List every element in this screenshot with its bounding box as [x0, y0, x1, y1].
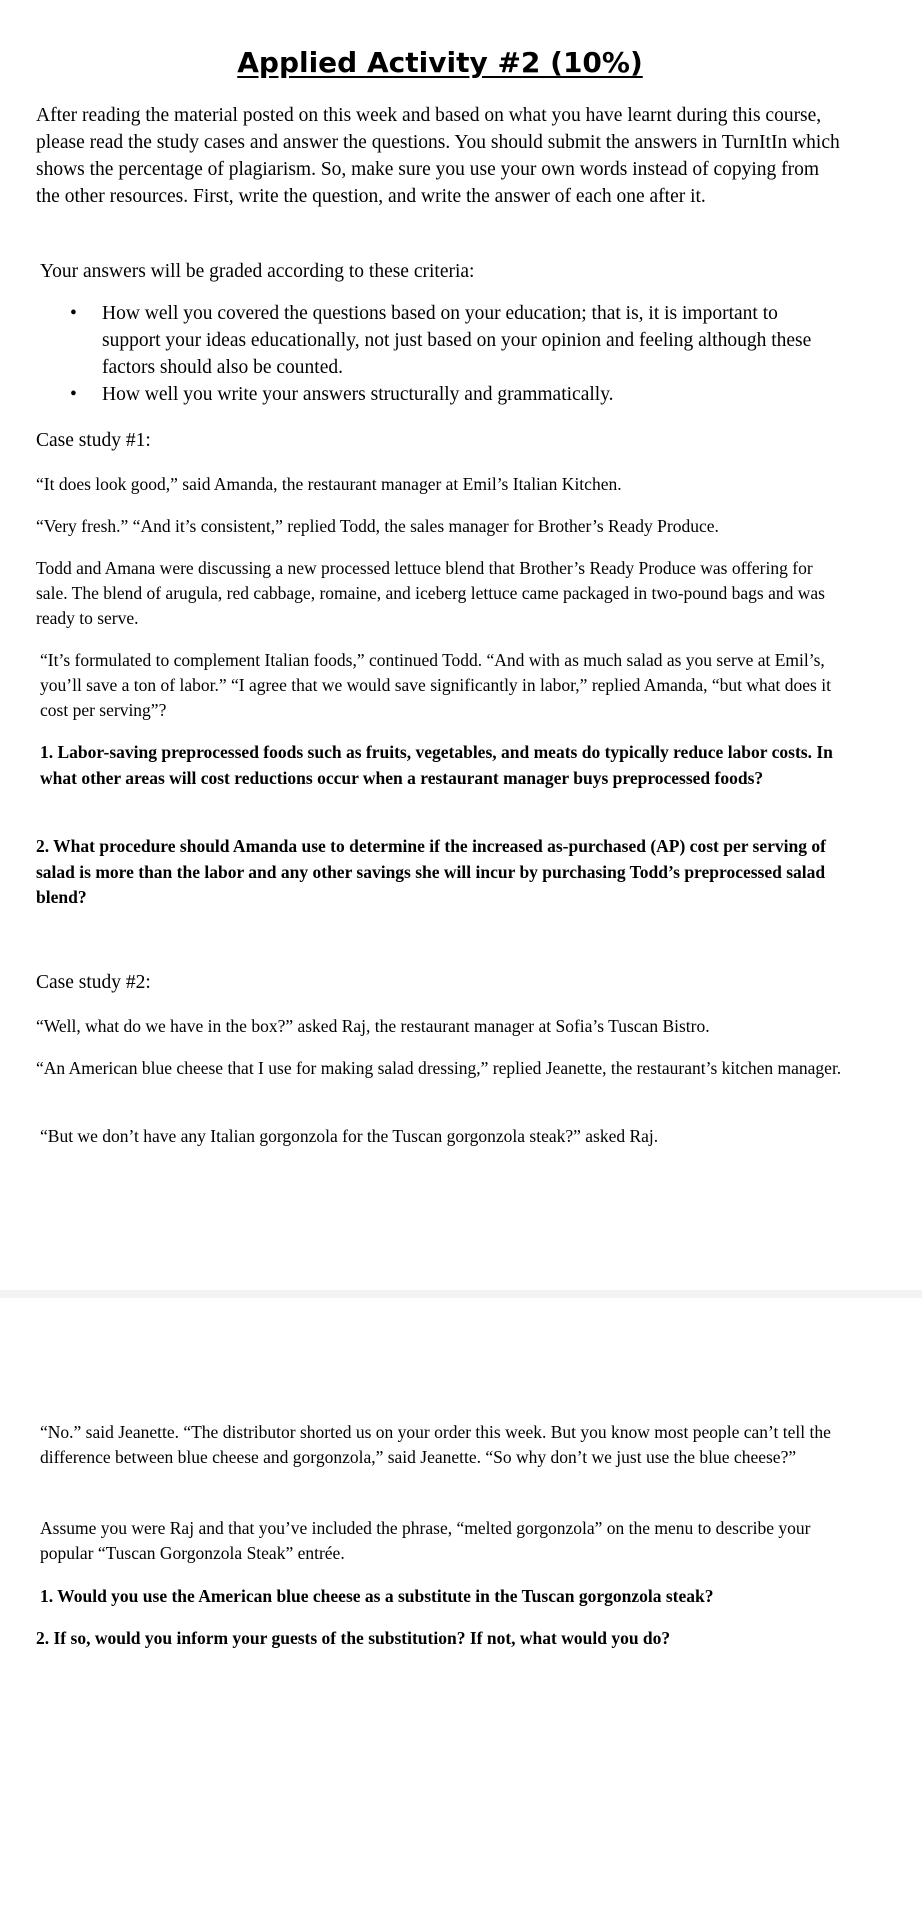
document-title: Applied Activity #2 (10%): [237, 46, 643, 79]
bullet-icon: •: [70, 303, 77, 324]
case2-heading: Case study #2:: [36, 972, 151, 993]
case1-paragraph: “Very fresh.” “And it’s consistent,” replied Todd, the sales manager for Brother’s Ready Produce.: [36, 516, 719, 536]
page-break: [0, 1290, 922, 1298]
case2-question: 2. If so, would you inform your guests of the substitution? If not, what would you do?: [36, 1628, 671, 1648]
criteria-item: • How well you covered the questions based on your education; that is, it is important to support your ideas educationally, not just based on your opinion and feeling although these factors should also be counted.: [70, 300, 830, 381]
criteria-list: [70, 300, 830, 408]
case2-paragraph: Assume you were Raj and that you’ve included the phrase, “melted gorgonzola” on the menu to describe your popular “Tuscan Gorgonzola Steak” entrée.: [40, 1518, 811, 1563]
case2-question: 1. Would you use the American blue cheese as a substitute in the Tuscan gorgonzola steak?: [40, 1586, 714, 1606]
case1-question: 2. What procedure should Amanda use to determine if the increased as-purchased (AP) cost per serving of salad is more than the labor and any other savings she will incur by purchasing Todd’s preprocessed salad blend?: [36, 836, 826, 907]
case2-paragraph: “An American blue cheese that I use for making salad dressing,” replied Jeanette, the restaurant’s kitchen manager.: [36, 1058, 842, 1078]
case2-paragraph: “No.” said Jeanette. “The distributor shorted us on your order this week. But you know most people can’t tell the difference between blue cheese and gorgonzola,” said Jeanette. “So why don’t we just use the blue cheese?”: [40, 1422, 831, 1467]
case1-heading: Case study #1:: [36, 430, 151, 451]
case2-paragraph: “But we don’t have any Italian gorgonzola for the Tuscan gorgonzola steak?” asked Raj.: [40, 1126, 659, 1146]
intro-paragraph: After reading the material posted on this week and based on what you have learnt during this course, please read the study cases and answer the questions. You should submit the answers in TurnItIn which shows the percentage of plagiarism. So, make sure you use your own words instead of copying from the other resources. First, write the question, and write the answer of each one after it.: [36, 105, 840, 207]
document-page-2: [0, 1298, 922, 1920]
case1-paragraph: Todd and Amana were discussing a new processed lettuce blend that Brother’s Ready Produce was offering for sale. The blend of arugula, red cabbage, romaine, and iceberg lettuce came packaged in two-pound bags and was ready to serve.: [36, 558, 825, 628]
criteria-item: • How well you write your answers structurally and grammatically.: [70, 381, 830, 408]
case2-paragraph: “Well, what do we have in the box?” asked Raj, the restaurant manager at Sofia’s Tuscan Bistro.: [36, 1016, 710, 1036]
case1-question: 1. Labor-saving preprocessed foods such as fruits, vegetables, and meats do typically reduce labor costs. In what other areas will cost reductions occur when a restaurant manager buys preprocessed foods?: [40, 742, 833, 788]
bullet-icon: •: [70, 384, 77, 405]
criteria-intro: Your answers will be graded according to these criteria:: [40, 261, 475, 282]
case1-paragraph: “It does look good,” said Amanda, the restaurant manager at Emil’s Italian Kitchen.: [36, 474, 622, 494]
case1-paragraph: “It’s formulated to complement Italian foods,” continued Todd. “And with as much salad as you serve at Emil’s, you’ll save a ton of labor.” “I agree that we would save significantly in labor,” replied Amanda, “but what does it cost per serving”?: [40, 650, 831, 720]
